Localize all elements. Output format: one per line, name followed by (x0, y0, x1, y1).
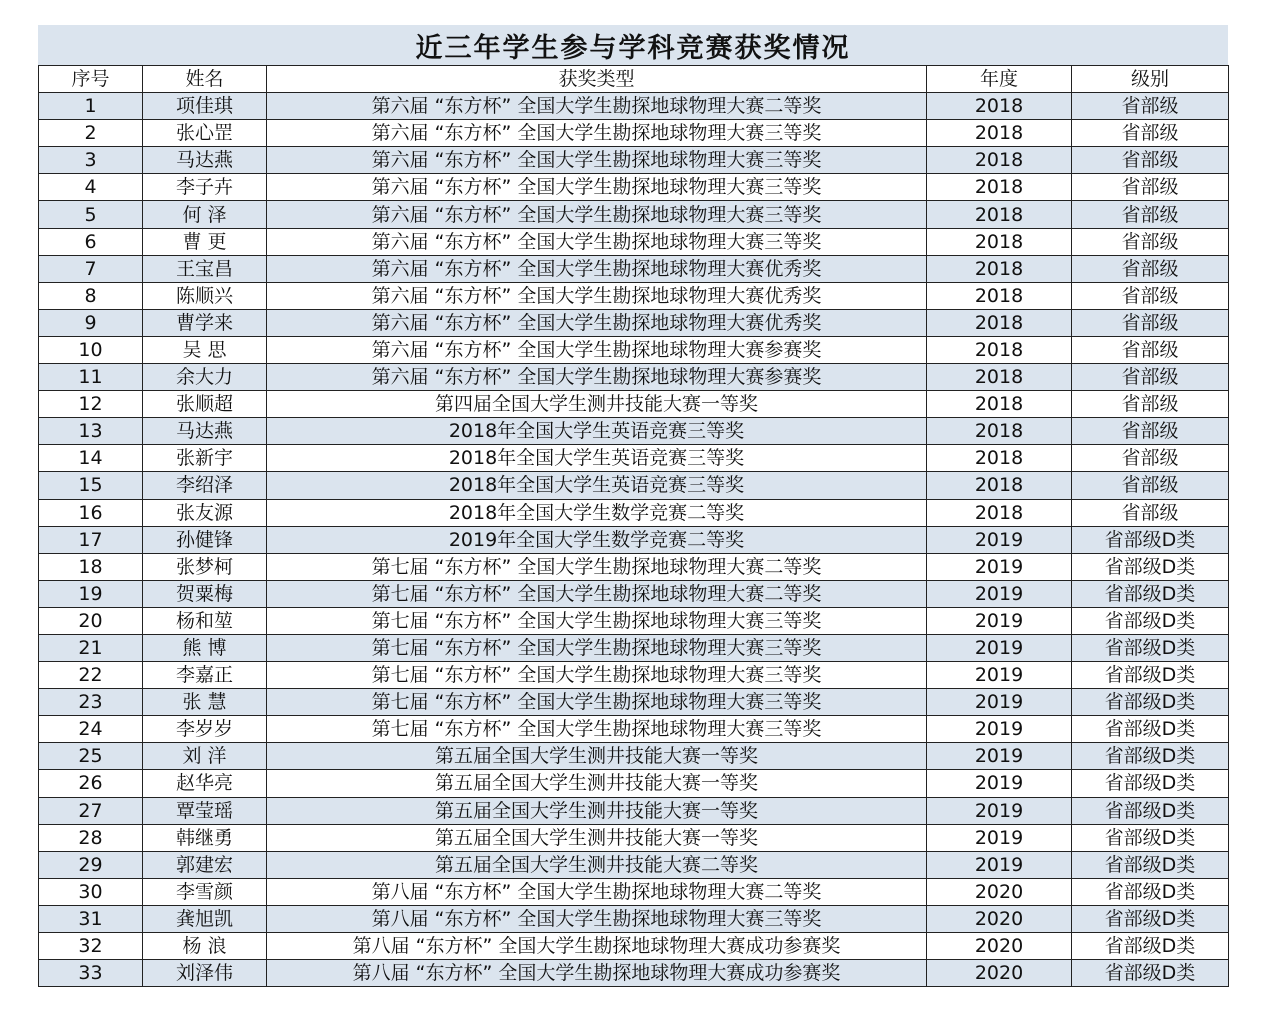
table-row (39, 255, 1229, 282)
cell-level: 省部级 (1072, 93, 1229, 120)
cell-name: 刘泽伟 (143, 960, 267, 987)
cell-name: 项佳琪 (143, 93, 267, 120)
cell-year: 2018 (927, 120, 1072, 147)
table-row (39, 851, 1229, 878)
cell-level: 省部级D类 (1072, 878, 1229, 905)
table-row (39, 472, 1229, 499)
cell-award-type: 第七届 “东方杯” 全国大学生勘探地球物理大赛二等奖 (267, 553, 927, 580)
cell-index: 32 (39, 933, 143, 960)
cell-year: 2018 (927, 472, 1072, 499)
cell-award-type: 第八届 “东方杯” 全国大学生勘探地球物理大赛三等奖 (267, 905, 927, 932)
cell-award-type: 第六届 “东方杯” 全国大学生勘探地球物理大赛三等奖 (267, 147, 927, 174)
cell-name: 李岁岁 (143, 716, 267, 743)
cell-level: 省部级D类 (1072, 770, 1229, 797)
cell-year: 2019 (927, 716, 1072, 743)
cell-award-type: 2018年全国大学生英语竞赛三等奖 (267, 418, 927, 445)
cell-level: 省部级D类 (1072, 824, 1229, 851)
cell-level: 省部级 (1072, 120, 1229, 147)
cell-year: 2018 (927, 364, 1072, 391)
cell-level: 省部级 (1072, 174, 1229, 201)
cell-index: 33 (39, 960, 143, 987)
cell-index: 24 (39, 716, 143, 743)
cell-award-type: 2018年全国大学生数学竞赛二等奖 (267, 499, 927, 526)
cell-year: 2019 (927, 851, 1072, 878)
cell-level: 省部级 (1072, 445, 1229, 472)
table-row (39, 228, 1229, 255)
table-row (39, 634, 1229, 661)
table-row (39, 797, 1229, 824)
header-index: 序号 (39, 66, 143, 93)
table-row (39, 553, 1229, 580)
cell-name: 张 慧 (143, 689, 267, 716)
cell-index: 1 (39, 93, 143, 120)
table-row (39, 201, 1229, 228)
table-row (39, 580, 1229, 607)
header-year: 年度 (927, 66, 1072, 93)
cell-index: 6 (39, 228, 143, 255)
cell-award-type: 第六届 “东方杯” 全国大学生勘探地球物理大赛优秀奖 (267, 255, 927, 282)
cell-award-type: 第四届全国大学生测井技能大赛一等奖 (267, 391, 927, 418)
cell-index: 18 (39, 553, 143, 580)
table-row (39, 309, 1229, 336)
table-row (39, 499, 1229, 526)
cell-award-type: 2018年全国大学生英语竞赛三等奖 (267, 445, 927, 472)
cell-year: 2018 (927, 336, 1072, 363)
cell-level: 省部级 (1072, 336, 1229, 363)
cell-award-type: 第六届 “东方杯” 全国大学生勘探地球物理大赛三等奖 (267, 228, 927, 255)
cell-index: 7 (39, 255, 143, 282)
cell-name: 熊 博 (143, 634, 267, 661)
cell-name: 王宝昌 (143, 255, 267, 282)
cell-name: 何 泽 (143, 201, 267, 228)
cell-award-type: 第六届 “东方杯” 全国大学生勘探地球物理大赛优秀奖 (267, 282, 927, 309)
table-row (39, 743, 1229, 770)
cell-year: 2019 (927, 689, 1072, 716)
cell-year: 2018 (927, 445, 1072, 472)
cell-year: 2018 (927, 499, 1072, 526)
cell-year: 2018 (927, 391, 1072, 418)
cell-award-type: 第六届 “东方杯” 全国大学生勘探地球物理大赛三等奖 (267, 120, 927, 147)
table-row (39, 824, 1229, 851)
cell-level: 省部级D类 (1072, 526, 1229, 553)
cell-name: 张心罡 (143, 120, 267, 147)
table-row (39, 905, 1229, 932)
cell-award-type: 第五届全国大学生测井技能大赛一等奖 (267, 770, 927, 797)
cell-index: 2 (39, 120, 143, 147)
cell-level: 省部级 (1072, 255, 1229, 282)
cell-name: 陈顺兴 (143, 282, 267, 309)
cell-name: 李嘉正 (143, 662, 267, 689)
table-row (39, 418, 1229, 445)
cell-name: 张顺超 (143, 391, 267, 418)
cell-year: 2018 (927, 174, 1072, 201)
cell-year: 2019 (927, 743, 1072, 770)
cell-award-type: 第六届 “东方杯” 全国大学生勘探地球物理大赛三等奖 (267, 174, 927, 201)
cell-name: 李子卉 (143, 174, 267, 201)
header-award-type: 获奖类型 (267, 66, 927, 93)
cell-index: 5 (39, 201, 143, 228)
cell-level: 省部级D类 (1072, 960, 1229, 987)
cell-level: 省部级D类 (1072, 851, 1229, 878)
table-row (39, 93, 1229, 120)
cell-award-type: 第七届 “东方杯” 全国大学生勘探地球物理大赛三等奖 (267, 662, 927, 689)
table-row (39, 336, 1229, 363)
cell-index: 4 (39, 174, 143, 201)
cell-award-type: 第六届 “东方杯” 全国大学生勘探地球物理大赛参赛奖 (267, 336, 927, 363)
cell-year: 2019 (927, 607, 1072, 634)
title-bar (38, 25, 1228, 65)
table-row (39, 364, 1229, 391)
cell-year: 2020 (927, 960, 1072, 987)
cell-level: 省部级D类 (1072, 933, 1229, 960)
cell-level: 省部级 (1072, 228, 1229, 255)
page-title: 近三年学生参与学科竞赛获奖情况 (415, 32, 851, 64)
cell-year: 2019 (927, 634, 1072, 661)
table-row (39, 689, 1229, 716)
cell-name: 马达燕 (143, 418, 267, 445)
header-level: 级别 (1072, 66, 1229, 93)
cell-index: 12 (39, 391, 143, 418)
cell-level: 省部级 (1072, 364, 1229, 391)
cell-level: 省部级 (1072, 282, 1229, 309)
cell-index: 15 (39, 472, 143, 499)
cell-index: 17 (39, 526, 143, 553)
table-row (39, 933, 1229, 960)
cell-index: 16 (39, 499, 143, 526)
table-row (39, 526, 1229, 553)
cell-index: 26 (39, 770, 143, 797)
cell-award-type: 第六届 “东方杯” 全国大学生勘探地球物理大赛参赛奖 (267, 364, 927, 391)
cell-award-type: 第七届 “东方杯” 全国大学生勘探地球物理大赛三等奖 (267, 634, 927, 661)
cell-name: 杨 浪 (143, 933, 267, 960)
cell-year: 2019 (927, 824, 1072, 851)
cell-award-type: 第七届 “东方杯” 全国大学生勘探地球物理大赛三等奖 (267, 716, 927, 743)
cell-name: 杨和堃 (143, 607, 267, 634)
cell-name: 刘 洋 (143, 743, 267, 770)
cell-index: 20 (39, 607, 143, 634)
cell-level: 省部级D类 (1072, 716, 1229, 743)
table-row (39, 662, 1229, 689)
cell-award-type: 2018年全国大学生英语竞赛三等奖 (267, 472, 927, 499)
cell-index: 10 (39, 336, 143, 363)
cell-name: 贺粟梅 (143, 580, 267, 607)
cell-name: 李绍泽 (143, 472, 267, 499)
cell-award-type: 第六届 “东方杯” 全国大学生勘探地球物理大赛优秀奖 (267, 309, 927, 336)
cell-level: 省部级D类 (1072, 553, 1229, 580)
cell-award-type: 第六届 “东方杯” 全国大学生勘探地球物理大赛三等奖 (267, 201, 927, 228)
cell-year: 2018 (927, 255, 1072, 282)
cell-level: 省部级D类 (1072, 797, 1229, 824)
cell-index: 13 (39, 418, 143, 445)
awards-table (38, 65, 1229, 987)
table-row (39, 147, 1229, 174)
cell-name: 覃莹瑶 (143, 797, 267, 824)
cell-name: 郭建宏 (143, 851, 267, 878)
cell-award-type: 第五届全国大学生测井技能大赛一等奖 (267, 797, 927, 824)
cell-award-type: 第五届全国大学生测井技能大赛二等奖 (267, 851, 927, 878)
cell-year: 2019 (927, 797, 1072, 824)
cell-level: 省部级D类 (1072, 634, 1229, 661)
cell-index: 23 (39, 689, 143, 716)
cell-award-type: 第七届 “东方杯” 全国大学生勘探地球物理大赛二等奖 (267, 580, 927, 607)
cell-level: 省部级 (1072, 309, 1229, 336)
table-row (39, 960, 1229, 987)
cell-index: 22 (39, 662, 143, 689)
cell-name: 赵华亮 (143, 770, 267, 797)
cell-level: 省部级D类 (1072, 905, 1229, 932)
cell-award-type: 2019年全国大学生数学竞赛二等奖 (267, 526, 927, 553)
cell-index: 11 (39, 364, 143, 391)
table-row (39, 770, 1229, 797)
cell-name: 孙健锋 (143, 526, 267, 553)
cell-level: 省部级 (1072, 391, 1229, 418)
cell-year: 2020 (927, 905, 1072, 932)
cell-name: 吴 思 (143, 336, 267, 363)
cell-year: 2018 (927, 418, 1072, 445)
cell-level: 省部级D类 (1072, 580, 1229, 607)
cell-index: 21 (39, 634, 143, 661)
cell-award-type: 第八届 “东方杯” 全国大学生勘探地球物理大赛成功参赛奖 (267, 933, 927, 960)
cell-award-type: 第五届全国大学生测井技能大赛一等奖 (267, 824, 927, 851)
cell-level: 省部级D类 (1072, 607, 1229, 634)
cell-year: 2018 (927, 282, 1072, 309)
cell-award-type: 第六届 “东方杯” 全国大学生勘探地球物理大赛二等奖 (267, 93, 927, 120)
cell-index: 8 (39, 282, 143, 309)
header-name: 姓名 (143, 66, 267, 93)
cell-year: 2019 (927, 580, 1072, 607)
cell-year: 2019 (927, 553, 1072, 580)
header-row (39, 66, 1229, 93)
cell-year: 2018 (927, 309, 1072, 336)
cell-name: 曹学来 (143, 309, 267, 336)
cell-year: 2018 (927, 228, 1072, 255)
cell-index: 29 (39, 851, 143, 878)
cell-level: 省部级 (1072, 499, 1229, 526)
cell-index: 14 (39, 445, 143, 472)
table-row (39, 445, 1229, 472)
cell-name: 马达燕 (143, 147, 267, 174)
cell-index: 3 (39, 147, 143, 174)
award-sheet (38, 25, 1228, 987)
table-row (39, 607, 1229, 634)
cell-award-type: 第七届 “东方杯” 全国大学生勘探地球物理大赛三等奖 (267, 689, 927, 716)
cell-award-type: 第八届 “东方杯” 全国大学生勘探地球物理大赛二等奖 (267, 878, 927, 905)
cell-index: 25 (39, 743, 143, 770)
cell-level: 省部级D类 (1072, 689, 1229, 716)
cell-level: 省部级 (1072, 418, 1229, 445)
cell-level: 省部级D类 (1072, 662, 1229, 689)
cell-name: 余大力 (143, 364, 267, 391)
cell-name: 曹 更 (143, 228, 267, 255)
cell-level: 省部级D类 (1072, 743, 1229, 770)
cell-year: 2019 (927, 526, 1072, 553)
cell-index: 27 (39, 797, 143, 824)
table-header (39, 66, 1229, 93)
table-row (39, 120, 1229, 147)
cell-index: 31 (39, 905, 143, 932)
cell-name: 龚旭凯 (143, 905, 267, 932)
cell-name: 张新宇 (143, 445, 267, 472)
cell-year: 2018 (927, 201, 1072, 228)
table-row (39, 716, 1229, 743)
table-body (39, 93, 1229, 987)
cell-award-type: 第八届 “东方杯” 全国大学生勘探地球物理大赛成功参赛奖 (267, 960, 927, 987)
cell-year: 2019 (927, 770, 1072, 797)
table-row (39, 174, 1229, 201)
table-row (39, 878, 1229, 905)
cell-name: 张梦柯 (143, 553, 267, 580)
cell-index: 9 (39, 309, 143, 336)
cell-year: 2018 (927, 93, 1072, 120)
cell-index: 28 (39, 824, 143, 851)
cell-level: 省部级 (1072, 147, 1229, 174)
table-row (39, 282, 1229, 309)
table-row (39, 391, 1229, 418)
cell-year: 2018 (927, 147, 1072, 174)
cell-award-type: 第七届 “东方杯” 全国大学生勘探地球物理大赛三等奖 (267, 607, 927, 634)
cell-name: 李雪颜 (143, 878, 267, 905)
cell-year: 2020 (927, 933, 1072, 960)
cell-year: 2019 (927, 662, 1072, 689)
cell-index: 19 (39, 580, 143, 607)
cell-name: 韩继勇 (143, 824, 267, 851)
cell-index: 30 (39, 878, 143, 905)
cell-level: 省部级 (1072, 201, 1229, 228)
cell-award-type: 第五届全国大学生测井技能大赛一等奖 (267, 743, 927, 770)
cell-level: 省部级 (1072, 472, 1229, 499)
cell-year: 2020 (927, 878, 1072, 905)
cell-name: 张友源 (143, 499, 267, 526)
